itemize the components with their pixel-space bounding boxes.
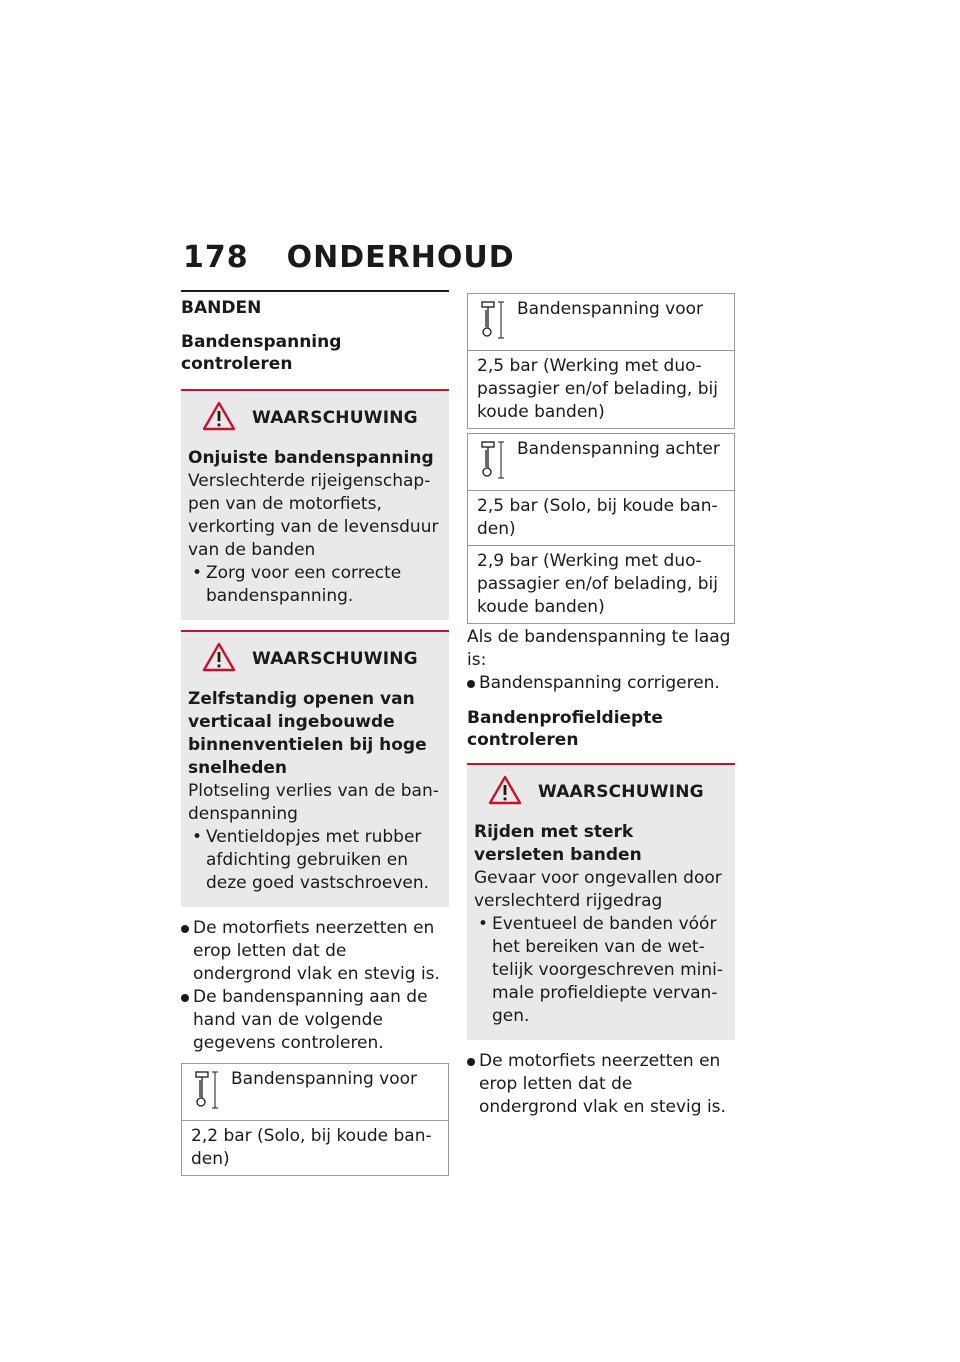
left-column (181, 290, 449, 1176)
bullet-dot (181, 994, 189, 1002)
warning-label: WAARSCHUWING (252, 649, 418, 669)
warning-triangle-icon (202, 642, 236, 676)
warning-triangle-icon (488, 775, 522, 809)
spec-value: 2,2 bar (Solo, bij koude banden) (182, 1121, 449, 1176)
list-item-text: De motorfiets neerzetten en erop letten dat de ondergrond vlak en stevig is. (193, 918, 440, 984)
warning-label: WAARSCHUWING (538, 782, 704, 802)
chapter-title: ONDERHOUD (286, 240, 515, 275)
list-item (181, 986, 449, 1055)
spec-heading: Bandenspanning voor (231, 1069, 418, 1089)
bullet-dot (467, 1058, 475, 1066)
warning-title: Zelfstandig openen van verticaal ingebouwde binnenventielen bij hoge snelheden (188, 689, 427, 778)
warning-header (202, 642, 443, 676)
warning-title: Onjuiste bandenspanning (188, 448, 434, 468)
subsection-title: Bandenspanning controleren (181, 332, 342, 374)
instruction-list (181, 917, 449, 1055)
list-item-text: Bandenspanning corrigeren. (479, 673, 720, 693)
warning-header (488, 775, 729, 809)
bullet-dot (467, 680, 475, 688)
body-text: Als de bandenspanning te laag is: (467, 627, 731, 670)
list-item-text: De motorfiets neerzetten en erop letten dat de ondergrond vlak en stevig is. (479, 1051, 726, 1117)
spec-table-rear (467, 433, 735, 624)
list-item (181, 917, 449, 986)
section-rule (181, 290, 449, 292)
list-item (467, 672, 735, 695)
right-column (467, 293, 735, 1119)
warning-bullet: • Eventueel de banden vóór het bereiken van de wettelijk voorgeschreven minimale profieldiepte vervangen. (474, 913, 729, 1028)
warning-box (181, 389, 449, 620)
warning-text: Gevaar voor ongevallen door verslechterd rijgedrag (474, 868, 722, 911)
warning-text: Plotseling verlies van de bandenspanning (188, 781, 439, 824)
spec-value: 2,5 bar (Solo, bij koude banden) (468, 491, 735, 546)
warning-bullet: • Ventieldopjes met rubber afdichting gebruiken en deze goed vastschroeven. (188, 826, 443, 895)
page-number: 178 (183, 240, 249, 275)
spec-table-front (181, 1063, 449, 1176)
warning-label: WAARSCHUWING (252, 408, 418, 428)
page-header (183, 240, 515, 275)
warning-triangle-icon (202, 401, 236, 435)
warning-box (181, 630, 449, 907)
list-item (467, 1050, 735, 1119)
spec-table-front-duo (467, 293, 735, 429)
warning-box (467, 763, 735, 1040)
spec-value: 2,5 bar (Werking met duopassagier en/of belading, bij koude banden) (468, 351, 735, 429)
list-item-text: De bandenspanning aan de hand van de volgende gegevens controleren. (193, 987, 428, 1053)
warning-bullet: • Zorg voor een correcte bandenspanning. (188, 562, 443, 608)
spec-heading: Bandenspanning achter (517, 439, 720, 459)
section-title: BANDEN (181, 298, 262, 318)
warning-title: Rijden met sterk versleten banden (474, 822, 642, 865)
warning-header (202, 401, 443, 435)
subsection-title: Bandenprofieldiepte controleren (467, 708, 663, 750)
bullet-dot (181, 925, 189, 933)
tire-pressure-gauge-icon (477, 438, 507, 486)
warning-text: Verslechterde rijeigenschappen van de motorfiets, verkorting van de levensduur van de banden (188, 471, 439, 560)
spec-heading: Bandenspanning voor (517, 299, 704, 319)
spec-value: 2,9 bar (Werking met duopassagier en/of belading, bij koude banden) (468, 546, 735, 624)
tire-pressure-gauge-icon (191, 1068, 221, 1116)
tire-pressure-gauge-icon (477, 298, 507, 346)
